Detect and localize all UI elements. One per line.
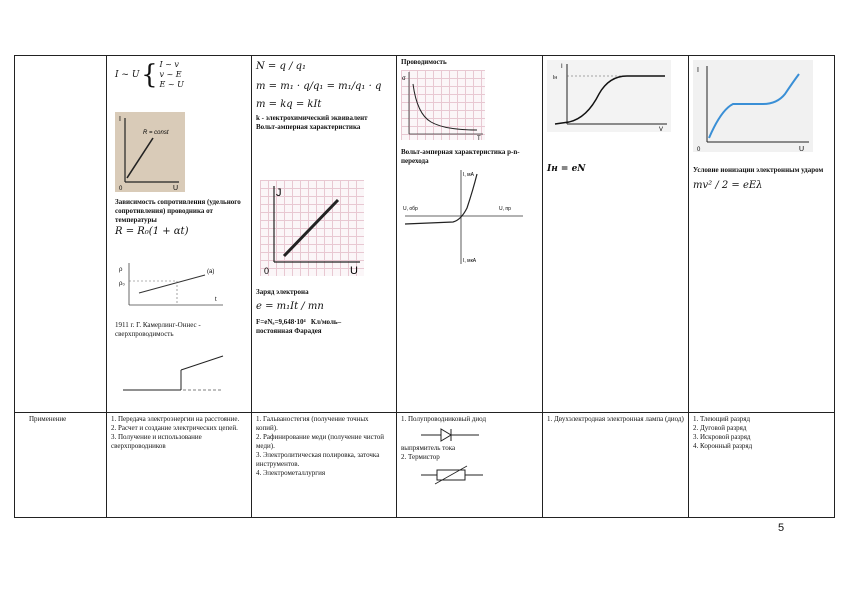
list-item: 3. Получение и использование сверхпроводников [111,433,202,450]
system-line-2: v ~ E [159,70,182,79]
sketch-rho0: ρ₀ [119,281,125,287]
saturation-formula: Iн = eN [547,164,586,174]
table-row-content [15,56,835,413]
application-metals [107,413,252,518]
gas-discharge-graph [693,60,813,152]
faraday-line [256,318,394,327]
ohm-origin: 0 [119,186,123,192]
vacuum-axis-is: Iн [553,75,558,81]
conductivity-axis-y: σ [402,76,406,82]
electrolyte-vac-graph [260,180,364,276]
faraday-tail: постоянная Фарадея [256,327,322,335]
vacuum-axis-v: V [659,127,664,132]
system-lhs: I ~ U [115,69,140,80]
discovery-text: 1911 г. Г. Камерлинг-Оннес - сверхпроводимость [115,321,201,338]
diode-symbol-icon [421,426,481,444]
list-item: 2. Дуговой разряд [693,424,747,432]
page-number: 5 [778,522,785,534]
list-item: 1. Двухэлектродная электронная лампа (диод) [547,415,684,423]
pn-vac-text: Вольт-амперная характеристика p-n-перехода [401,148,520,165]
diode-caption: выпрямитель тока [401,444,456,452]
vacuum-axis-i: I [561,64,563,70]
vacuum-graph [547,60,671,132]
system-line-3: E ~ U [159,80,184,89]
cell-gases [689,56,835,413]
charge-text: Заряд электрона [256,288,309,296]
conductivity-svg [401,70,485,140]
gas-axis-i: I [697,67,699,74]
graph-axis-u: U [350,265,358,276]
application-electrolytes [252,413,397,518]
gas-origin: 0 [697,147,701,152]
vac-text: Вольт-амперная характеристика [256,123,361,131]
cell-vacuum [543,56,689,413]
graph-origin: 0 [264,266,270,276]
k-label: k [256,114,260,122]
ohm-law-photo [115,112,185,192]
formula-n: N = q / q₁ [256,61,307,72]
graph-axis-j: J [276,187,282,199]
pn-label-upr: U, пр [499,206,511,212]
system-line-1: I ~ v [159,60,179,69]
application-gases [689,413,835,518]
electrolysis-formulas [256,60,394,132]
application-vacuum [543,413,689,518]
vacuum-svg [547,60,671,132]
application-header: Применение [29,415,67,423]
gas-svg [693,60,813,152]
formula-m1: m = m₁ · q/q₁ = m₁/q₁ · q [256,81,382,92]
faraday-units: Кл/моль– [310,318,342,326]
ohm-system: I ~ U { I ~ v v ~ E E ~ U [115,60,184,90]
cell-electrolytes [252,56,397,413]
cell-metals [107,56,252,413]
row-header-application [15,413,107,518]
ohm-axis-u: U [173,185,179,192]
list-item: 4. Электрометаллургия [256,469,326,477]
table-row-application [15,413,835,518]
superconductivity-sketch [119,352,229,396]
ionization-formula: mv² / 2 = eEλ [693,180,763,191]
list-item: 1. Полупроводниковый диод [401,415,487,423]
list-item: 1. Гальваностегия (получение точных копий). [256,415,369,432]
row-header-empty [15,56,107,413]
resistance-text: Зависимость сопротивления (удельного сопротивления) проводника от температуры [115,198,241,224]
physics-table [14,55,835,518]
charge-formula: e = m₁It / mn [256,301,324,312]
conductivity-title: Проводимость [401,58,447,66]
ionization-text: Условие ионизации электронным ударом [693,166,824,174]
list-item: 2. Рафинирование меди (получение чистой меди). [256,433,384,450]
conductivity-graph [401,70,485,140]
list-item: 1. Тлеющий разряд [693,415,751,423]
cell-semiconductors [397,56,543,413]
faraday-value: F=eNₐ=9,648·10⁴ [256,318,306,326]
pn-junction-graph [401,168,527,268]
sketch-a: (a) [207,269,215,275]
list-item: 3. Электролитическая полировка, заточка инструментов. [256,451,380,468]
ohm-axis-i: I [119,116,121,123]
formula-m2: m = kq = kIt [256,99,322,110]
resistivity-sketch [117,261,227,311]
pn-label-imka: I, мкА [463,258,477,264]
k-definition [256,114,394,123]
resistance-formula: R = R₀(1 + αt) [115,226,189,237]
thermistor-symbol-icon [421,464,485,486]
list-item: 2. Расчет и создание электрических цепей. [111,424,238,432]
discovery-block [115,321,247,339]
list-item: 4. Коронный разряд [693,442,753,450]
application-semiconductors [397,413,543,518]
gas-axis-u: U [799,146,805,152]
list-item: 2. Термистор [401,453,440,461]
pn-label-ima: I, мА [463,172,474,178]
sketch-t: t [215,297,217,303]
k-text: - электрохимический эквивалент [261,114,368,122]
conductivity-axis-x: T [477,136,481,140]
list-item: 1. Передача электроэнергии на расстояние. [111,415,240,423]
electrolyte-vac-svg [260,180,364,276]
charge-block [256,288,394,336]
sketch-rho: ρ [119,267,123,273]
resistance-block [115,198,245,239]
ohm-r-const: R = const [143,130,169,136]
ionization-block [693,166,831,193]
list-item: 3. Искровой разряд [693,433,751,441]
ohm-law-graph [115,112,185,192]
pn-label-uobr: U, обр [403,206,418,212]
